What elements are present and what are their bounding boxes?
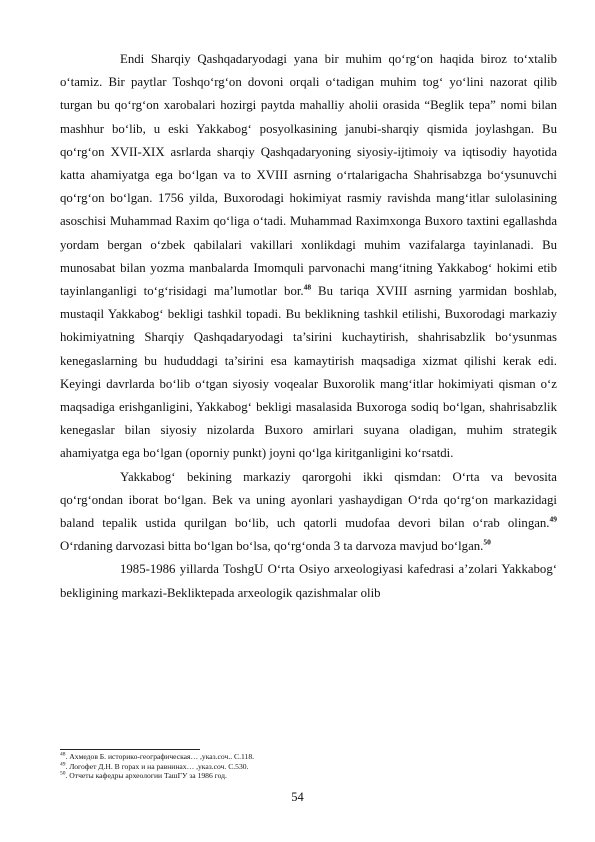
paragraph-3-text: 1985-1986 yillarda ToshgU O‘rta Osiyo arxeologiyasi kafedrasi a’zolari Yakkabog‘ bekligining markazi-Bekliktepada arxeologik qazishmalar olib [60, 562, 557, 600]
page-number: 54 [291, 790, 304, 804]
footnote-number: 50 [60, 770, 66, 777]
footnote-text: . Логофет Д.Н. В горах и на равнинах… ,указ.соч. С.530. [65, 761, 249, 771]
footnote-ref-49[interactable]: 49 [549, 514, 557, 524]
footnote-ref-50[interactable]: 50 [483, 538, 491, 547]
paragraph-2 [60, 466, 557, 559]
footnote-number: 49 [60, 761, 66, 768]
footnote-48 [60, 752, 557, 762]
paragraph-1-text-a: Endi Sharqiy Qashqadaryodagi yana bir muhim qo‘rg‘on haqida biroz to‘xtalib o‘tamiz. Bir paytlar Toshqo‘rg‘on dovoni orqali o‘tadigan muhim tog‘ yo‘lini nazorat qilib turgan bu qo‘rg‘on xarobalari hozirgi paytda mahalliy aholii orasida “Beglik tepa” nomi bilan mashhur bo‘lib, u eski Yakkabog‘ posyolkasining janubi-sharqiy qismida joylashgan. Bu qo‘rg‘on XVII-XIX asrlarda sharqiy Qashqadaryoning siyosiy-ijtimoiy va iqtisodiy hayotida katta ahamiyatga ega bo‘lgan va to XVIII asrning o‘rtalarigacha Shahrisabzga bo‘ysunuvchi qo‘rg‘on bo‘lgan. 1756 yilda, Buxorodagi hokimiyat rasmiy ravishda mang‘itlar sulolasining asoschisi Muhammad Raxim qo‘liga o‘tadi. Muhammad Raximxonga Buxoro taxtini egallashda yordam bergan o‘zbek qabilalari vakillari xonlikdagi muhim vazifalarga tayinlanadi. Bu munosabat bilan yozma manbalarda Imomquli parvonachi mang‘itning Yakkabog‘ hokimi etib tayinlanganligi to‘g‘risidagi ma’lumotlar bor. [60, 52, 557, 299]
footnote-49 [60, 762, 557, 772]
footnote-separator [60, 749, 200, 750]
footnotes [60, 752, 557, 781]
footnote-text: . Ахмедов Б. историко-географическая… ,указ.соч.. С.118. [65, 752, 255, 761]
footnote-text: . Отчеты кафедры археологии ТашГУ за 1986 год. [65, 771, 227, 781]
paragraph-2-text-b: O‘rdaning darvozasi bitta bo‘lgan bo‘lsa, qo‘rg‘onda 3 ta darvoza mavjud bo‘lgan. [60, 539, 484, 554]
paragraph-1 [60, 48, 557, 466]
paragraph-3 [60, 558, 557, 604]
page-body [60, 48, 557, 605]
footnote-50 [60, 771, 557, 781]
paragraph-1-text-b: Bu tariqa XVIII asrning yarmidan boshlab, mustaqil Yakkabog‘ bekligi tashkil topadi. Bu beklikning tashkil etilishi, Buxorodagi markaziy hokimiyatning Sharqiy Qashqadaryodagi ta’sirini kuchaytirish, shahrisabzlik bo‘ysunmas kenegaslarning bu hududdagi ta’sirini esa kamaytirish maqsadiga xizmat qilishi kerak edi. Keyingi davrlarda bo‘lib o‘tgan siyosiy voqealar Buxorolik mang‘itlar hokimiyati qisman o‘z maqsadiga erishganligini, Yakkabog‘ bekligi masalasida Buxoroga sodiq bo‘lgan, shahrisabzlik kenegaslar bilan siyosiy nizolarda Buxoro amirlari suyana oladigan, muhim strategik ahamiyatga ega bo‘lgan (oporniy punkt) joyni qo‘lga kiritganligini ko‘rsatdi. [60, 284, 557, 461]
footnote-number: 48 [60, 751, 66, 758]
paragraph-2-text-a: Yakkabog‘ bekining markaziy qarorgohi ikki qismdan: O‘rta va bevosita qo‘rg‘ondan iborat bo‘lgan. Bek va uning ayonlari yashaydigan O‘rda qo‘rg‘on markazidagi baland tepalik ustida qurilgan bo‘lib, uch qatorli mudofaa devori bilan o‘rab olingan. [60, 469, 557, 531]
footnote-ref-48[interactable]: 48 [303, 282, 312, 292]
